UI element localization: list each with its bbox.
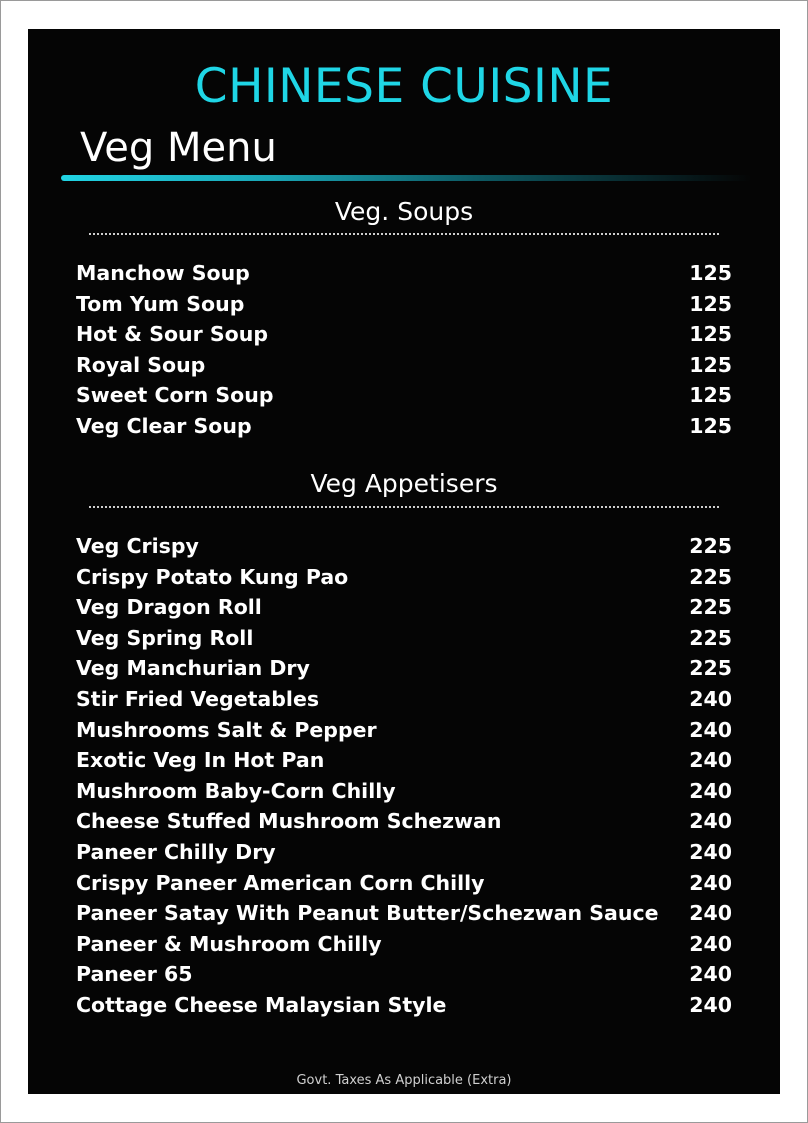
item-name: Veg Dragon Roll — [76, 595, 262, 620]
item-name: Veg Manchurian Dry — [76, 656, 310, 681]
menu-item — [76, 718, 732, 742]
item-name: Stir Fried Vegetables — [76, 687, 320, 711]
item-price: 240 — [689, 870, 732, 895]
item-price: 240 — [689, 993, 732, 1017]
menu-item — [76, 534, 732, 558]
section-heading-appetisers: Veg Appetisers — [310, 469, 498, 498]
item-price: 240 — [689, 840, 732, 864]
item-price: 240 — [689, 901, 732, 926]
item-name: Tom Yum Soup — [76, 291, 245, 316]
menu-item — [76, 656, 732, 680]
menu-item — [76, 932, 732, 956]
item-name: Paneer & Mushroom Chilly — [76, 931, 382, 956]
menu-item — [76, 383, 732, 407]
item-price: 240 — [689, 931, 732, 956]
menu-item — [76, 993, 732, 1017]
item-price: 240 — [689, 962, 732, 987]
item-price: 125 — [689, 383, 732, 408]
item-price: 225 — [689, 534, 732, 558]
menu-item — [76, 626, 732, 650]
item-price: 125 — [689, 352, 732, 377]
item-price: 225 — [689, 656, 732, 681]
item-name: Exotic Veg In Hot Pan — [76, 748, 325, 773]
item-price: 240 — [689, 687, 732, 711]
item-name: Cottage Cheese Malaysian Style — [76, 993, 447, 1017]
item-name: Veg Spring Roll — [76, 625, 254, 650]
item-price: 125 — [689, 414, 732, 438]
item-name: Paneer 65 — [76, 962, 193, 987]
tax-note: Govt. Taxes As Applicable (Extra) — [296, 1073, 512, 1088]
menu-item — [76, 748, 732, 772]
menu-subtitle: Veg Menu — [80, 125, 277, 171]
item-price: 225 — [689, 595, 732, 620]
menu-item — [76, 871, 732, 895]
menu-item — [76, 261, 732, 285]
menu-item — [76, 322, 732, 346]
menu-item — [76, 901, 732, 925]
menu-item — [76, 687, 732, 711]
item-name: Paneer Chilly Dry — [76, 840, 276, 864]
item-price: 225 — [689, 625, 732, 650]
menu-item — [76, 414, 732, 438]
menu-title: CHINESE CUISINE — [194, 59, 614, 114]
item-name: Mushrooms Salt & Pepper — [76, 717, 377, 742]
item-name: Manchow Soup — [76, 261, 250, 285]
menu-panel — [28, 29, 780, 1094]
item-price: 225 — [689, 564, 732, 589]
section-heading-soups: Veg. Soups — [334, 197, 474, 226]
menu-item — [76, 840, 732, 864]
dotted-divider — [89, 506, 719, 508]
item-name: Sweet Corn Soup — [76, 383, 274, 408]
item-price: 240 — [689, 717, 732, 742]
item-name: Veg Crispy — [76, 534, 199, 558]
item-name: Veg Clear Soup — [76, 414, 252, 438]
item-price: 125 — [689, 261, 732, 285]
item-name: Hot & Sour Soup — [76, 322, 268, 347]
menu-item — [76, 565, 732, 589]
item-name: Crispy Potato Kung Pao — [76, 564, 349, 589]
item-price: 125 — [689, 291, 732, 316]
menu-item — [76, 809, 732, 833]
item-name: Cheese Stuffed Mushroom Schezwan — [76, 809, 502, 834]
item-price: 240 — [689, 778, 732, 803]
item-name: Paneer Satay With Peanut Butter/Schezwan Sauce — [76, 901, 659, 926]
menu-item — [76, 595, 732, 619]
item-name: Royal Soup — [76, 352, 206, 377]
menu-item — [76, 292, 732, 316]
item-name: Crispy Paneer American Corn Chilly — [76, 870, 485, 895]
dotted-divider — [89, 233, 719, 235]
item-price: 240 — [689, 809, 732, 834]
item-price: 125 — [689, 322, 732, 347]
menu-item — [76, 779, 732, 803]
menu-item — [76, 353, 732, 377]
menu-item — [76, 962, 732, 986]
item-price: 240 — [689, 748, 732, 773]
accent-divider — [61, 175, 751, 181]
item-name: Mushroom Baby-Corn Chilly — [76, 778, 396, 803]
